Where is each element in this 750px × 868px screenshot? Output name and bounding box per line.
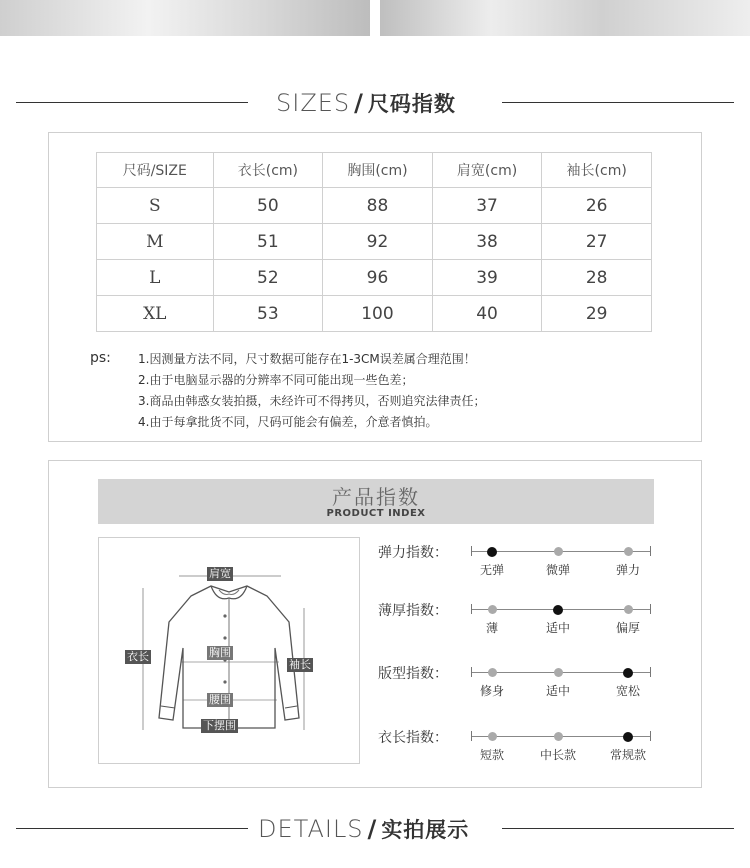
cell-shoulder: 37 xyxy=(432,188,542,224)
label-chest: 胸围 xyxy=(209,646,231,659)
cell-chest: 100 xyxy=(323,296,433,332)
note-3: 3.商品由韩惑女装拍摄，未经许可不得拷贝，否则追究法律责任； xyxy=(138,394,486,408)
index-scale-end-tick xyxy=(650,667,651,677)
cell-sleeve: 29 xyxy=(542,296,652,332)
index-dot xyxy=(488,605,497,614)
size-notes xyxy=(138,349,678,433)
index-option-label: 适中 xyxy=(545,684,570,698)
sizes-heading-cn: 尺码指数 xyxy=(367,92,456,116)
sizes-heading-en: SIZES xyxy=(276,89,351,117)
sizes-heading xyxy=(276,88,456,118)
details-divider-left xyxy=(16,828,248,829)
cell-chest: 88 xyxy=(323,188,433,224)
label-waist: 腰围 xyxy=(209,693,231,706)
index-scale-label: 薄厚指数： xyxy=(378,603,448,619)
product-index-title-en: PRODUCT INDEX xyxy=(326,508,426,519)
size-table-header xyxy=(97,153,652,188)
details-heading-en: DETAILS xyxy=(258,815,364,843)
index-option-label: 修身 xyxy=(479,684,504,698)
label-shoulder: 肩宽 xyxy=(209,567,231,580)
index-option-label: 中长款 xyxy=(539,748,576,762)
table-row xyxy=(97,260,652,296)
index-dot xyxy=(488,668,497,677)
index-option-label: 微弹 xyxy=(545,563,570,577)
index-selected-dot xyxy=(553,605,563,615)
ps-label: ps: xyxy=(90,350,111,366)
index-dot xyxy=(554,668,563,677)
product-photo-right xyxy=(380,0,750,36)
cell-shoulder: 39 xyxy=(432,260,542,296)
cell-length: 53 xyxy=(213,296,323,332)
label-hem: 下摆围 xyxy=(203,719,236,732)
index-scale-end-tick xyxy=(471,604,472,614)
index-scale-end-tick xyxy=(650,546,651,556)
header-length: 衣长(cm) xyxy=(213,153,323,188)
index-option-label: 偏厚 xyxy=(615,621,640,635)
index-selected-dot xyxy=(487,547,497,557)
cell-length: 52 xyxy=(213,260,323,296)
product-index-title-cn: 产品指数 xyxy=(332,485,420,509)
sizes-heading-slash: / xyxy=(354,89,364,117)
header-chest: 胸围(cm) xyxy=(323,153,433,188)
cell-chest: 96 xyxy=(323,260,433,296)
index-option-label: 薄 xyxy=(485,621,498,635)
index-option-label: 无弹 xyxy=(479,563,504,577)
cell-shoulder: 38 xyxy=(432,224,542,260)
label-sleeve: 袖长 xyxy=(289,658,311,671)
cell-length: 50 xyxy=(213,188,323,224)
index-dot xyxy=(624,547,633,556)
cell-size: L xyxy=(97,260,214,296)
header-shoulder: 肩宽(cm) xyxy=(432,153,542,188)
index-selected-dot xyxy=(623,668,633,678)
index-scale-label: 衣长指数： xyxy=(378,730,448,746)
heading-divider-right xyxy=(502,102,734,103)
index-scale-end-tick xyxy=(471,667,472,677)
cell-size: S xyxy=(97,188,214,224)
label-length: 衣长 xyxy=(127,650,149,663)
index-scale-end-tick xyxy=(650,731,651,741)
heading-divider-left xyxy=(16,102,248,103)
index-dot xyxy=(488,732,497,741)
index-scale-label: 弹力指数： xyxy=(378,545,448,561)
cell-sleeve: 26 xyxy=(542,188,652,224)
index-dot xyxy=(554,547,563,556)
cell-length: 51 xyxy=(213,224,323,260)
product-photo-left xyxy=(0,0,370,36)
header-size: 尺码/SIZE xyxy=(97,153,214,188)
cell-size: M xyxy=(97,224,214,260)
index-scale-label: 版型指数： xyxy=(378,666,448,682)
index-dot xyxy=(624,605,633,614)
index-option-label: 适中 xyxy=(545,621,570,635)
index-scale-end-tick xyxy=(471,731,472,741)
note-4: 4.由于每拿批货不同，尺码可能会有偏差，介意者慎拍。 xyxy=(138,415,438,429)
cell-chest: 92 xyxy=(323,224,433,260)
cell-sleeve: 27 xyxy=(542,224,652,260)
details-divider-right xyxy=(502,828,734,829)
details-heading-cn: 实拍展示 xyxy=(381,818,470,842)
cell-sleeve: 28 xyxy=(542,260,652,296)
table-row xyxy=(97,188,652,224)
index-option-label: 短款 xyxy=(479,748,504,762)
cell-shoulder: 40 xyxy=(432,296,542,332)
table-row xyxy=(97,296,652,332)
header-sleeve: 袖长(cm) xyxy=(542,153,652,188)
details-heading-slash: / xyxy=(367,815,378,843)
note-2: 2.由于电脑显示器的分辨率不同可能出现一些色差； xyxy=(138,373,414,387)
details-heading xyxy=(258,814,469,844)
index-scale-end-tick xyxy=(650,604,651,614)
cell-size: XL xyxy=(97,296,214,332)
index-dot xyxy=(554,732,563,741)
index-selected-dot xyxy=(623,732,633,742)
index-scale-end-tick xyxy=(471,546,472,556)
table-row xyxy=(97,224,652,260)
index-option-label: 弹力 xyxy=(615,563,640,577)
index-option-label: 常规款 xyxy=(609,748,646,762)
note-1: 1.因测量方法不同，尺寸数据可能存在1-3CM误差属合理范围！ xyxy=(138,352,476,366)
index-option-label: 宽松 xyxy=(615,684,640,698)
size-table xyxy=(96,152,652,332)
